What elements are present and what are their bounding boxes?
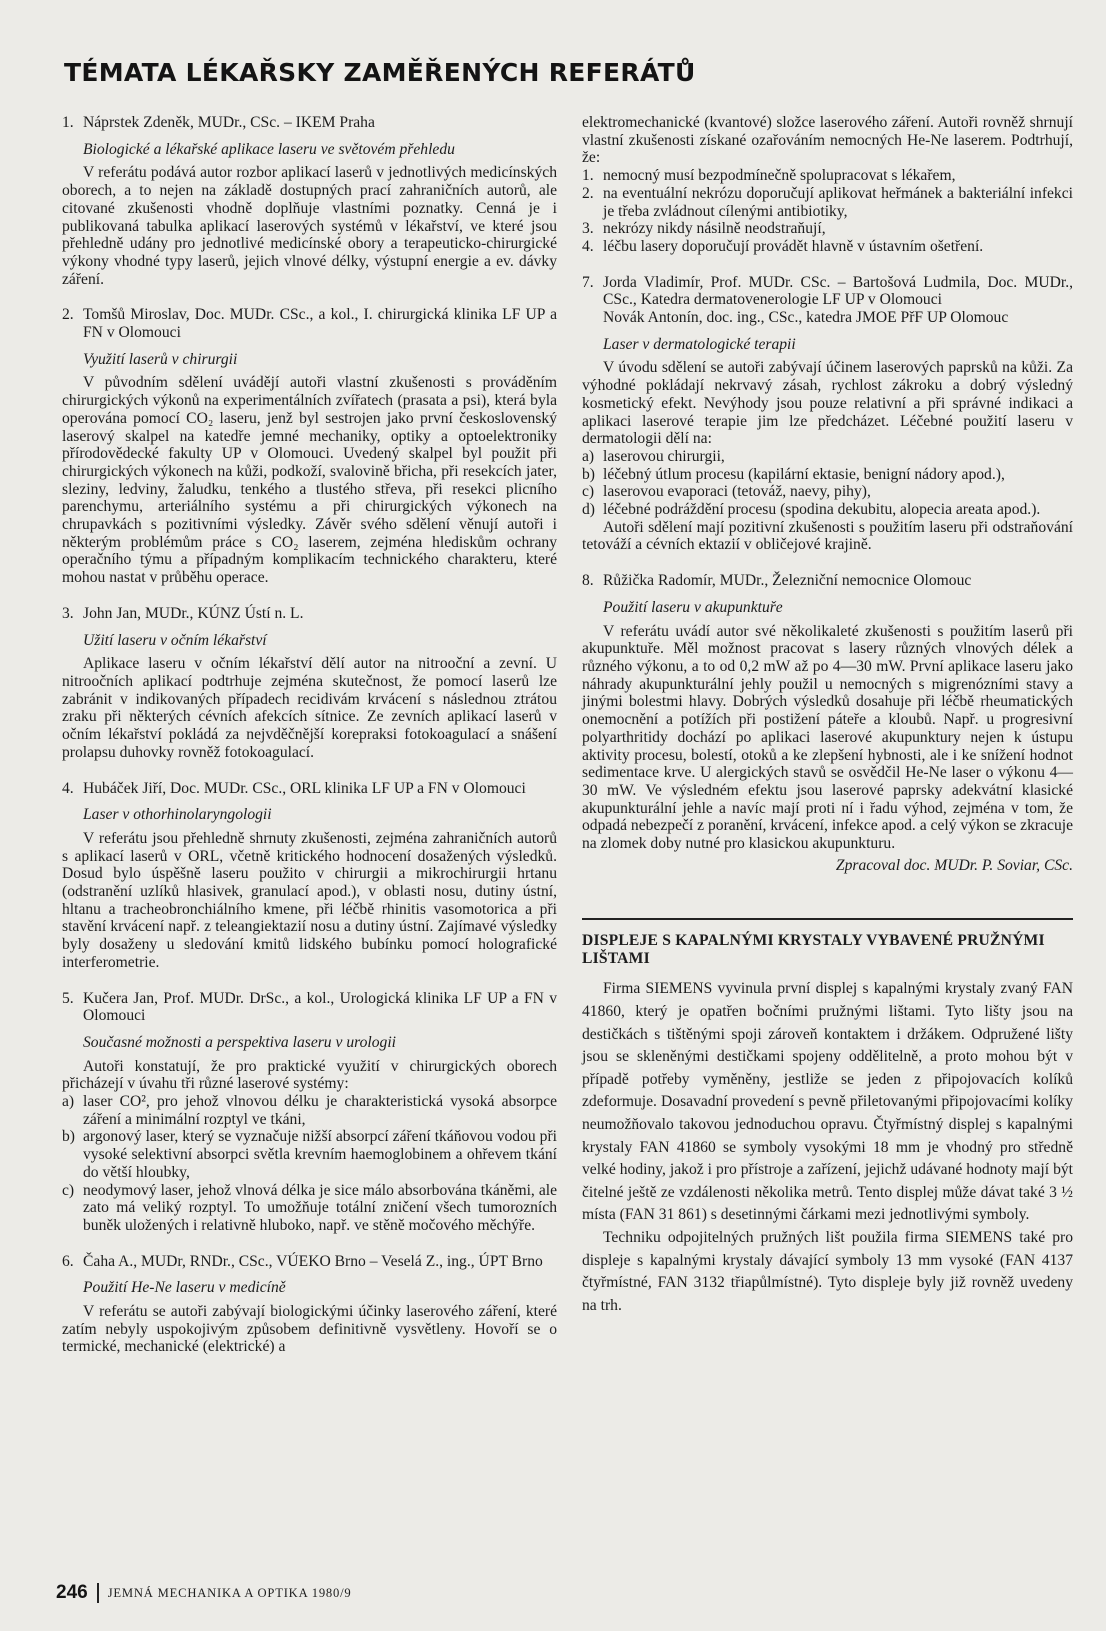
referat-heading (62, 306, 557, 341)
referat-heading (582, 572, 1073, 590)
list-text: laserovou chirurgii, (603, 447, 725, 465)
referat-heading (582, 274, 1073, 309)
referat-1 (62, 114, 557, 288)
referat-7 (582, 274, 1073, 555)
list-marker: c) (582, 483, 595, 501)
signature-name: P. Soviar, CSc. (981, 856, 1073, 874)
left-column (62, 114, 557, 1374)
list-item (582, 483, 1073, 501)
referat-subtitle: Užití laseru v očním lékařství (83, 631, 267, 649)
referat-authors: Kučera Jan, Prof. MUDr. DrSc., a kol., Urologická klinika LF UP a FN v Olomouci (83, 989, 557, 1025)
list-marker: b) (62, 1128, 75, 1146)
list-marker: 4. (582, 237, 594, 255)
referat-subtitle: Využití laserů v chirurgii (83, 350, 238, 368)
referat-6-continued (582, 114, 1073, 256)
referat-number: 7. (582, 273, 594, 291)
referat-heading (62, 605, 557, 623)
list-marker: 3. (582, 220, 594, 238)
recommendations-list (582, 167, 1073, 256)
referat-authors: Náprstek Zdeněk, MUDr., CSc. – IKEM Praha (83, 114, 375, 131)
signature-prefix: Zpracoval doc. MUDr. (835, 856, 982, 874)
referat-paragraph: V referátu uvádí autor své několikaleté zkušenosti s použitím laserů při akupunktuře. Měl možnost pracovat s lasery různých vlnových délek a různého výkonu, a to od 0,2 mW až po 4—30 mW. První aplikace laseru jako náhrady akupunkturální jehly použil u nemocných s migrenózními stavy a jinými bolestmi hlavy. Dobrých výsledků dosahuje při léčbě rheumatických onemocnění a potížích při postižení páteře a kloubů. Např. u progresivní polyarthritidy dochází po aplikaci laserové akupunktury nejen k ústupu aktivity procesu, bolestí, otoků a ke zlepšení hybnosti, ale i ke snížení hodnot sedimentace krve. U alergických stavů se osvědčil He-Ne laser o výkonu 4—30 mW. Ve výsledném efektu jsou laserové paprsky adekvátní klasické akupunkturální jehle a navíc mají proti ní i řadu výhod, zejména v tom, že odpadá nebezpečí z poranění, krvácení, infekce apod. a celý výkon se zkracuje na zlomek doby nutné pro klasickou akupunkturu. (582, 622, 1073, 853)
page-footer (56, 1582, 352, 1604)
list-text: argonový laser, který se vyznačuje nižší absorpcí záření tkáňovou vodou při vysoké selektivní absorpci světla krevním haemoglobinem a ohřevem tkání do větší hloubky, (83, 1128, 557, 1181)
news-box-paragraph: Techniku odpojitelných pružných lišt použila firma SIEMENS také pro displeje s kapalnými krystaly dávající symboly 13 mm vysoké (FAN 4137 čtyřmístné, FAN 3132 třiapůlmístné). Tyto displeje byly již rovněž uvedeny na trh. (582, 1228, 1073, 1314)
footer-divider (97, 1583, 99, 1603)
list-marker: 1. (582, 167, 594, 185)
referat-subtitle: Laser v dermatologické terapii (603, 335, 796, 353)
referat-coauthor: Novák Antonín, doc. ing., CSc., katedra JMOE PřF UP Olomouc (603, 309, 1009, 327)
list-item (582, 220, 1073, 238)
news-box (582, 918, 1073, 1317)
referat-number: 8. (582, 572, 594, 590)
list-marker: 2. (582, 184, 594, 202)
referat-paragraph: V původním sdělení uvádějí autoři vlastní zkušenosti s prováděním chirurgických výkonů na experimentálních zvířatech (prasata a psi), která byla operována pomocí CO₂ laseru, jenž byl sestrojen jako první československý laserový skalpel na katedře jemné mechaniky, optiky a optoelektroniky přírodovědecké fakulty UP v Olomouci. Uvedený skalpel byl použit při chirurgických výkonech na kůži, podkoží, svalovině břicha, při resekcích jater, sleziny, ledviny, žaludku, tenkého a tlustého střeva, při resekci plicního parenchymu, arteriálního systému a při chirurgických výkonech na chrupavkách s pozitivními výsledky. Závěr svého sdělení věnují autoři i některým problémům práce s CO₂ laserem, zejména hlediskům ochrany operačního týmu a případným komplikacím technického charakteru, které mohou nastat v průběhu operace. (62, 374, 557, 587)
referat-authors: Jorda Vladimír, Prof. MUDr. CSc. – Bartošová Ludmila, Doc. MUDr., CSc., Katedra dermatovenerologie LF UP v Olomouci (603, 273, 1073, 309)
referat-paragraph: V referátu jsou přehledně shrnuty zkušenosti, zejména zahraničních autorů s aplikací laserů v ORL, včetně kritického hodnocení dosažených výsledků. Dosud bylo úspěšně laseru použito v chirurgii a mikrochirurgii hrtanu (odstranění uzlíků hlasivek, granulací apod.), v oblasti nosu, dutiny ústní, hltanu a tracheobronchiálního kmene, při léčbě rhinitis vasomotorica a při stavění krvácení např. z teleangiektazií nosu a dutiny ústní. Zajímavé výsledky byly dosaženy u sledování kmitů lidského bubínku pomocí holografické interferometrie. (62, 829, 557, 971)
dermatology-uses-list (582, 448, 1073, 519)
list-item (582, 448, 1073, 466)
referat-number: 2. (62, 306, 74, 324)
referat-authors: Hubáček Jiří, Doc. MUDr. CSc., ORL klinika LF UP a FN v Olomouci (83, 779, 526, 797)
news-box-title: DISPLEJE S KAPALNÝMI KRYSTALY VYBAVENÉ PRUŽNÝMI LIŠTAMI (582, 932, 1045, 968)
referat-8 (582, 572, 1073, 874)
referat-subtitle: Použití He-Ne laseru v medicíně (83, 1279, 286, 1297)
referat-3 (62, 605, 557, 762)
journal-name: JEMNÁ MECHANIKA A OPTIKA 1980/9 (107, 1585, 352, 1600)
list-text: léčebné podráždění procesu (spodina dekubitu, alopecia areata apod.). (603, 501, 1041, 519)
list-item (62, 1093, 557, 1128)
list-marker: a) (62, 1093, 75, 1111)
referat-subtitle: Použití laseru v akupunktuře (603, 598, 783, 616)
referat-paragraph: Autoři sdělení mají pozitivní zkušenosti s použitím laseru při odstraňování tetováží a cévních ektazií v obličejové krajině. (582, 518, 1073, 554)
list-text: léčebný útlum procesu (kapilární ektasie, benigní nádory apod.), (603, 465, 1005, 483)
referat-authors: Čaha A., MUDr, RNDr., CSc., VÚEKO Brno – Veselá Z., ing., ÚPT Brno (83, 1252, 543, 1270)
list-text: na eventuální nekrózu doporučují aplikovat heřmánek a bakteriální infekci je třeba zvládnout cílenými antibiotiky, (603, 184, 1073, 220)
referat-paragraph: Autoři konstatují, že pro praktické využití v chirurgických oborech přicházejí v úvahu tři různé laserové systémy: (62, 1057, 557, 1093)
list-item (582, 466, 1073, 484)
referat-paragraph: Aplikace laseru v očním lékařství dělí autor na nitrooční a zevní. U nitroočních aplikací podtrhuje zejména skutečnost, že pomocí laserů lze zabránit v indikovaných případech recidivám krvácení s následnou ztrátou zraku při některých cévních afekcích sítnice. Ze zevních aplikací laserů v očním lékařství pokládá za nejvděčnější korepraksi fotokoagulací a snášení prolapsu duhovky rovněž fotokoagulací. (62, 655, 557, 761)
referat-paragraph: V úvodu sdělení se autoři zabývají účinem laserových paprsků na kůži. Za výhodné pokládají nekrvavý zásah, rychlost zákroku a dobrý výsledný kosmetický efekt. Nevýhody jsou pouze relativní a při správné indikaci a aplikaci laserové terapie jim lze předcházet. Léčebné použití laseru v dermatologii dělí na: (582, 359, 1073, 448)
list-item (62, 1128, 557, 1181)
list-text: laserovou evaporaci (tetováž, naevy, pihy), (603, 483, 871, 501)
referat-4 (62, 780, 557, 972)
referat-number: 5. (62, 989, 74, 1007)
referat-subtitle: Biologické a lékařské aplikace laseru ve světovém přehledu (83, 140, 455, 158)
list-marker: d) (582, 501, 595, 519)
referat-subtitle: Laser v othorhinolaryngologii (83, 806, 272, 824)
list-item (62, 1182, 557, 1235)
referat-5 (62, 990, 557, 1235)
laser-systems-list (62, 1093, 557, 1235)
news-box-paragraph: Firma SIEMENS vyvinula první displej s kapalnými krystaly zvaný FAN 41860, který je opatřen bočními pružnými lištami. Tyto lišty jsou na destičkách s tištěnými spoji zároveň kontaktem i držákem. Odpružené lišty jsou se skleněnými destičkami spojeny oddělitelně, a proto mohou být v případě potřeby vyměněny, jestliže se jeden z připojovacích kolíků zdeformuje. Dosavadní provedení s pevně přiletovanými připojovacími kolíky neumožňovalo takovou jednoduchou opravu. Čtyřmístný displej s kapalnými krystaly FAN 41860 se symboly vysokými 18 mm je vhodný pro středně velké hodiny, jakož i pro přístroje a zařízení, jejichž udávané hodnoty mají být čitelné ještě ze vzdálenosti několika metrů. Tento displej může dávat také 3 ½ místa (FAN 31 861) s desetinnými čárkami mezi jednotlivými symboly. (582, 980, 1073, 1224)
list-text: nemocný musí bezpodmínečně spolupracovat s lékařem, (603, 167, 956, 185)
list-text: nekrózy nikdy násilně neodstraňují, (603, 220, 826, 238)
referat-number: 4. (62, 779, 74, 797)
referat-heading (62, 114, 557, 132)
list-item (582, 167, 1073, 185)
referat-paragraph: V referátu podává autor rozbor aplikací laserů v jednotlivých medicínských oborech, a to nejen na základě dostupných prací zahraničních autorů, ale citované zkušenosti vhodně doplňuje vlastními poznatky. Cenná je i publikovaná tabulka aplikací laserových systémů v lékařství, ve které jsou přehledně udány pro jednotlivé medicínské obory a terapeuticko-chirurgické výkony vhodné typy laserů, jejich vlnové délky, výstupní energie a ev. dávky záření. (62, 164, 557, 288)
referat-number: 1. (62, 114, 74, 131)
referat-heading (62, 990, 557, 1025)
referat-2 (62, 306, 557, 587)
referat-authors: John Jan, MUDr., KÚNZ Ústí n. L. (83, 604, 304, 622)
list-marker: c) (62, 1181, 75, 1199)
page-number: 246 (56, 1582, 88, 1603)
referat-paragraph: elektromechanické (kvantové) složce laserového záření. Autoři rovněž shrnují vlastní zkušenosti získané ozařováním nemocných He-Ne laserem. Podtrhují, že: (582, 114, 1073, 167)
list-item (582, 501, 1073, 519)
referat-subtitle: Současné možnosti a perspektiva laseru v urologii (83, 1033, 396, 1051)
list-marker: b) (582, 465, 595, 483)
list-marker: a) (582, 447, 595, 465)
list-text: léčbu lasery doporučují provádět hlavně v ústavním ošetření. (603, 237, 984, 255)
referat-authors: Růžička Radomír, MUDr., Železniční nemocnice Olomouc (603, 572, 972, 590)
referat-number: 6. (62, 1252, 74, 1270)
list-text: neodymový laser, jehož vlnová délka je sice málo absorbována tkáněmi, ale zato má veliký rozptyl. To umožňuje totální zničení všech tumorozních buněk uložených i relativně hluboko, např. ve stěně močového měchýře. (83, 1181, 557, 1234)
list-item (582, 238, 1073, 256)
list-text: laser CO², pro jehož vlnovou délku je charakteristická vysoká absorpce záření a minimální rozptyl ve tkáni, (83, 1093, 557, 1128)
page-title: TÉMATA LÉKAŘSKY ZAMĚŘENÝCH REFERÁTŮ (64, 58, 696, 87)
referat-paragraph: V referátu se autoři zabývají biologickými účinky laserového záření, které zatím nebyly uspokojivým způsobem definitivně vysvětleny. Hovoří se o termické, mechanické (elektrické) a (62, 1303, 557, 1356)
editor-signature (582, 857, 1073, 875)
referat-heading (62, 1253, 557, 1271)
referat-authors: Tomšů Miroslav, Doc. MUDr. CSc., a kol., I. chirurgická klinika LF UP a FN v Olomouci (83, 306, 557, 342)
referat-heading (62, 780, 557, 798)
list-item (582, 185, 1073, 220)
right-column (582, 114, 1073, 1317)
referat-number: 3. (62, 604, 74, 622)
referat-6 (62, 1253, 557, 1357)
